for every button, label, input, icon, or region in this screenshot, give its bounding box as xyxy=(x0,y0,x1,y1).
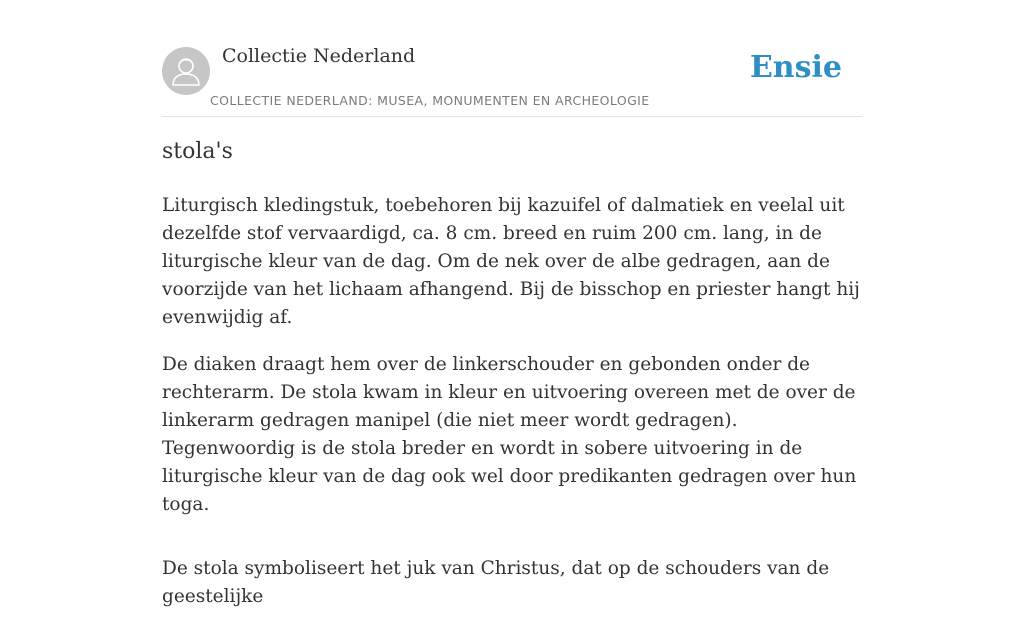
article-title: stola's xyxy=(162,139,233,164)
source-subtitle[interactable]: COLLECTIE NEDERLAND: MUSEA, MONUMENTEN EN ARCHEOLOGIE xyxy=(210,93,650,108)
article-body xyxy=(162,192,874,630)
ensie-logo[interactable]: Ensie xyxy=(749,50,842,85)
author-name[interactable]: Collectie Nederland xyxy=(222,45,416,67)
paragraph-2: De diaken draagt hem over de linkerschouder en gebonden onder de rechterarm. De stola kwam in kleur en uitvoering overeen met de over de linkerarm gedragen manipel (die niet meer wordt gedragen). Tegenwoordig is de stola breder en wordt in sobere uitvoering in de liturgische kleur van de dag ook wel door predikanten gedragen over hun toga. xyxy=(162,354,857,515)
article-header xyxy=(162,0,862,117)
author-avatar[interactable] xyxy=(162,47,210,95)
paragraph-1: Liturgisch kledingstuk, toebehoren bij kazuifel of dalmatiek en veelal uit dezelfde stof vervaardigd, ca. 8 cm. breed en ruim 200 cm. lang, in de liturgische kleur van de dag. Om de nek over de albe gedragen, aan de voorzijde van het lichaam afhangend. Bij de bisschop en priester hangt hij evenwijdig af. xyxy=(162,195,860,328)
user-icon xyxy=(162,47,210,95)
paragraph-3: De stola symboliseert het juk van Christus, dat op de schouders van de geestelijke xyxy=(162,558,830,607)
